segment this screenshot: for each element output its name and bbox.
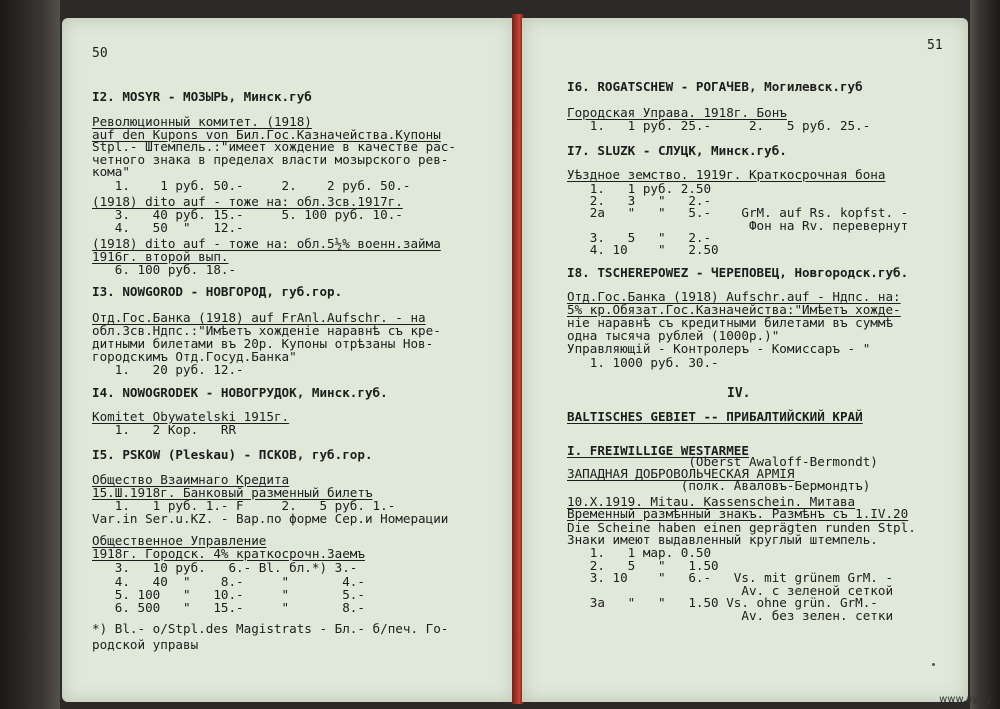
page-number-right: 51 xyxy=(927,38,943,53)
right-text-line: IV. xyxy=(727,386,751,401)
right-text-line: Городская Управа. 1918г. Бонъ xyxy=(567,105,787,120)
left-text-line: Komitet Obywatelski 1915г. xyxy=(92,409,290,424)
left-text-line: кома" xyxy=(92,164,130,179)
right-text-line: ніе наравнѣ съ кредитными билетами въ суммѣ xyxy=(567,315,894,330)
right-text-line: I7. SLUZK - СЛУЦК, Минск.губ. xyxy=(567,143,787,158)
right-text-line: 5% кр.Обязат.Гос.Казначейства:"Имѣетъ хожде- xyxy=(567,302,901,317)
right-text-line: 1. 1 руб. 2.50 xyxy=(567,181,712,196)
right-text-line: Временный размѣнный знакъ. Размѣнъ съ 1.IV.20 xyxy=(567,506,909,521)
left-text-line: 1916г. второй вып. xyxy=(92,249,229,264)
right-text-line: Фон на Rv. перевернут xyxy=(567,218,909,233)
left-text-line: 5. 100 " 10.- " 5.- xyxy=(92,587,365,602)
right-text-line: 1. 1 мар. 0.50 xyxy=(567,545,712,560)
right-text-line: Уѣздное земство. 1919г. Краткосрочная бона xyxy=(567,167,886,182)
left-text-line: I4. NOWOGRODEK - НОВОГРУДОК, Минск.губ. xyxy=(92,385,388,400)
left-text-line: дитными билетами въ 20р. Купоны отрѣзаны Нов- xyxy=(92,336,434,351)
right-text-line: I. FREIWILLIGE WESTARMEE xyxy=(567,443,749,458)
book-cover-left xyxy=(0,0,60,709)
right-text-line: Отд.Гос.Банка (1918) Aufschr.auf - Ндпс. на: xyxy=(567,289,901,304)
left-text-line: Var.in Ser.u.KZ. - Вар.по форме Сер.и Номерации xyxy=(92,511,449,526)
right-text-line: (Oberst Awaloff-Bermondt) xyxy=(567,454,878,469)
right-text-line: 10.X.1919. Mitau. Kassenschein. Митава xyxy=(567,494,856,509)
left-text-line: Общество Взаимнаго Кредита xyxy=(92,472,290,487)
right-text-line: одна тысяча рублей (1000р.)" xyxy=(567,328,780,343)
left-text-line: 4. 50 " 12.- xyxy=(92,220,244,235)
watermark-text: www.ay.by xyxy=(939,694,992,705)
left-text-line: 1. 1 руб. 50.- 2. 2 руб. 50.- xyxy=(92,178,411,193)
right-text-line: 3а " " 1.50 Vs. ohne grün. GrM.- xyxy=(567,595,878,610)
left-text-line: 6. 100 руб. 18.- xyxy=(92,262,237,277)
right-text-line: 3. 5 " 2.- xyxy=(567,230,712,245)
left-text-line: 1918г. Городск. 4% краткосрочн.Заемъ xyxy=(92,546,365,561)
left-text-line: 1. 1 руб. 1.- F 2. 5 руб. 1.- xyxy=(92,498,396,513)
right-text-line: I6. ROGATSCHEW - РОГАЧЕВ, Могилевск.губ xyxy=(567,79,863,94)
right-text-line: Управляющій - Контролеръ - Комиссаръ - " xyxy=(567,341,871,356)
left-text-line: городскимъ Отд.Госуд.Банка" xyxy=(92,349,297,364)
book-cover-right xyxy=(970,0,1000,709)
right-text-line: ЗАПАДНАЯ ДОБРОВОЛЬЧЕСКАЯ АРМІЯ xyxy=(567,466,795,481)
right-text-line: 4. 10 " 2.50 xyxy=(567,242,719,257)
right-text-line: 2а " " 5.- GrM. auf Rs. kopfst. - xyxy=(567,205,909,220)
left-text-line: (1918) dito auf - тоже на: обл.5½% военн.займа xyxy=(92,236,441,251)
right-text-line: BALTISCHES GEBIET -- ПРИБАЛТИЙСКИЙ КРАЙ xyxy=(567,409,863,424)
left-text-line: обл.3св.Ндпс.:"Имѣетъ хожденіе наравнѣ съ кре- xyxy=(92,323,441,338)
right-page xyxy=(522,18,968,702)
right-text-line: 2. 3 " 2.- xyxy=(567,193,712,208)
left-text-line: 3. 10 руб. 6.- Bl. бл.*) 3.- xyxy=(92,560,358,575)
right-text-line: 3. 10 " 6.- Vs. mit grünem GrM. - xyxy=(567,570,894,585)
left-text-line: четного знака в пределах власти мозырского рев- xyxy=(92,152,449,167)
right-text-line: 1. 1 руб. 25.- 2. 5 руб. 25.- xyxy=(567,118,871,133)
left-text-line: 15.Ш.1918г. Банковый разменный билетъ xyxy=(92,485,373,500)
left-text-line: 1. 2 Кор. RR xyxy=(92,422,237,437)
left-text-line: родской управы xyxy=(92,637,199,652)
left-page xyxy=(62,18,514,702)
left-text-line: *) Bl.- o/Stpl.des Magistrats - Бл.- б/печ. Го- xyxy=(92,621,449,636)
left-text-line: Отд.Гос.Банка (1918) auf FrAnl.Aufschr. - на xyxy=(92,310,426,325)
left-text-line: (1918) dito auf - тоже на: обл.3св.1917г. xyxy=(92,194,403,209)
right-text-line: (полк. Аваловъ-Бермондтъ) xyxy=(567,478,871,493)
right-text-line: 1. 1000 руб. 30.- xyxy=(567,355,719,370)
left-text-line: Общественное Управление xyxy=(92,533,267,548)
right-text-line: I8. TSCHEREPOWEZ - ЧЕРЕПОВЕЦ, Новгородск.губ. xyxy=(567,265,909,280)
right-text-line: Av. без зелен. сетки xyxy=(567,608,894,623)
left-text-line: auf den Kupons von Бил.Гос.Казначейства.Купоны xyxy=(92,127,441,142)
page-speck xyxy=(932,663,935,666)
left-text-line: I2. MOSYR - МОЗЫРЬ, Минск.губ xyxy=(92,89,312,104)
left-text-line: 1. 20 руб. 12.- xyxy=(92,362,244,377)
right-text-line: Die Scheine haben einen geprägten runden Stpl. xyxy=(567,520,916,535)
right-text-line: Знаки имеют выдавленный круглый штемпель. xyxy=(567,532,878,547)
right-text-line: Av. с зеленой сеткой xyxy=(567,583,894,598)
left-text-line: Stpl.- Штемпель.:"имеет хождение в качестве рас- xyxy=(92,139,456,154)
left-text-line: Революционный комитет. (1918) xyxy=(92,114,312,129)
right-text-line: 2. 5 " 1.50 xyxy=(567,558,719,573)
left-text-line: 4. 40 " 8.- " 4.- xyxy=(92,574,365,589)
left-text-line: 3. 40 руб. 15.- 5. 100 руб. 10.- xyxy=(92,207,403,222)
left-text-line: I3. NOWGOROD - НОВГОРОД, губ.гор. xyxy=(92,284,343,299)
left-text-line: 6. 500 " 15.- " 8.- xyxy=(92,600,365,615)
left-text-line: I5. PSKOW (Pleskau) - ПСКОВ, губ.гор. xyxy=(92,447,373,462)
page-number-left: 50 xyxy=(92,46,108,61)
